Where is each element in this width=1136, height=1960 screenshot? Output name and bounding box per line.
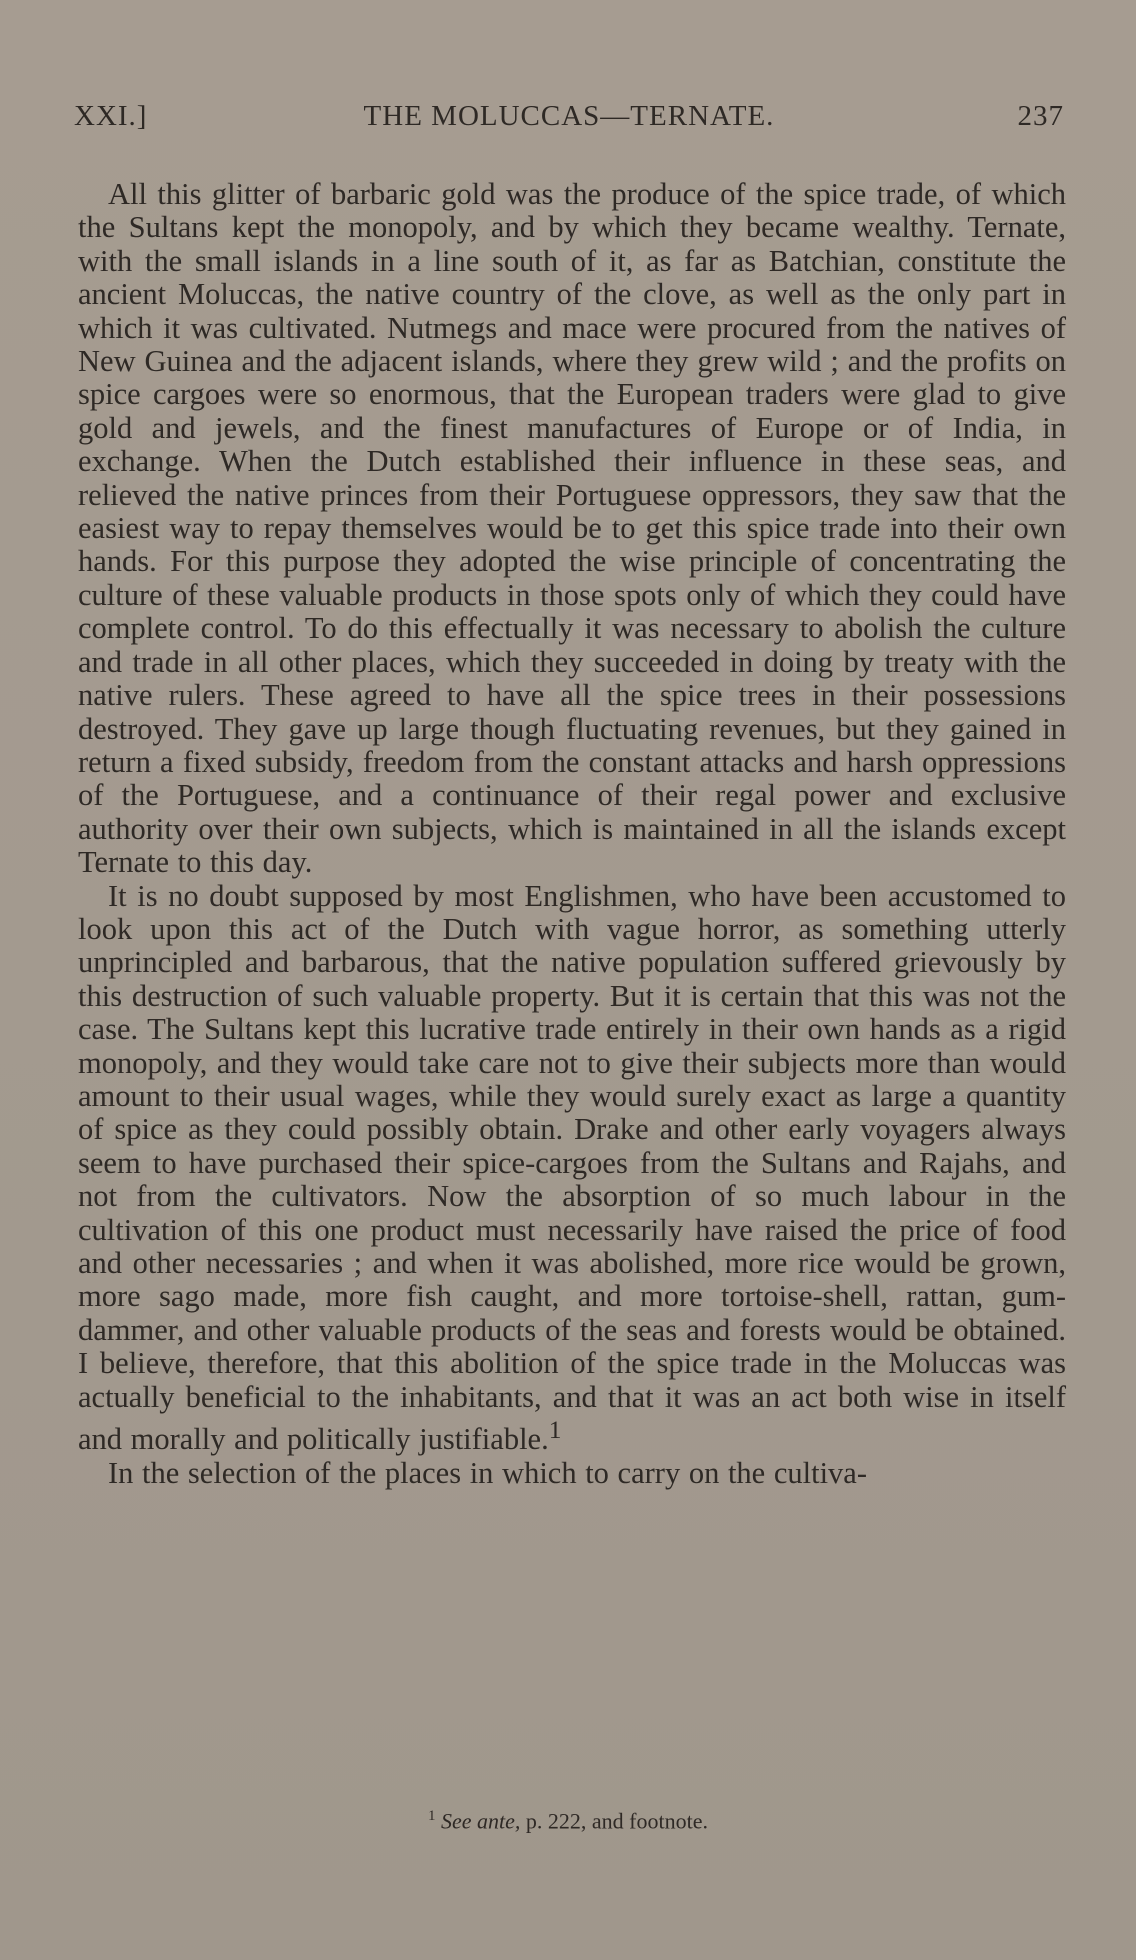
chapter-number: XXI.] <box>74 100 148 132</box>
footnote-reference: 1 <box>548 1416 562 1445</box>
body-text <box>78 178 1066 1490</box>
footnote-text: p. 222, and footnote. <box>520 1808 708 1834</box>
paragraph <box>78 880 1066 1457</box>
paragraph: In the selection of the places in which to carry on the cultiva- <box>108 1455 867 1490</box>
paragraph: All this glitter of barbaric gold was the produce of the spice trade, of which the Sultans kept the monopoly, and by which they became wealthy. Ternate, with the small islands in a line south of it, as far as Batchian, constitute the ancient Moluccas, the native country of the clove, as well as the only part in which it was cultivated. Nutmegs and mace were procured from the natives of New Guinea and the adjacent islands, where they grew wild ; and the profits on spice cargoes were so enormous, that the European traders were glad to give gold and jewels, and the finest manufactures of Europe or of India, in exchange. When the Dutch established their influence in these seas, and relieved the native princes from their Portuguese oppressors, they saw that the easiest way to repay themselves would be to get this spice trade into their own hands. For this purpose they adopted the wise principle of concentrating the culture of these valuable products in those spots only of which they could have complete control. To do this effectually it was necessary to abolish the culture and trade in all other places, which they succeeded in doing by treaty with the native rulers. These agreed to have all the spice trees in their possessions destroyed. They gave up large though fluctuating revenues, but they gained in return a fixed subsidy, freedom from the constant attacks and harsh oppressions of the Portuguese, and a continuance of their regal power and exclusive authority over their own subjects, which is maintained in all the islands except Ternate to this day. <box>78 177 1066 880</box>
running-header <box>74 100 1064 144</box>
page-number: 237 <box>1017 100 1064 132</box>
footnote-marker: 1 <box>428 1808 436 1824</box>
paragraph-text: It is no doubt supposed by most Englishmen, who have been accustomed to look upon this act of the Dutch with vague horror, as something utterly unprincipled and barbarous, that the native population suffered grievously by this destruction of such valuable property. But it is certain that this was not the case. The Sultans kept this lucrative trade entirely in their own hands as a rigid monopoly, and they would take care not to give their subjects more than would amount to their usual wages, while they would surely exact as large a quantity of spice as they could possibly obtain. Drake and other early voyagers always seem to have purchased their spice-cargoes from the Sultans and Rajahs, and not from the cultivators. Now the absorption of so much labour in the cultivation of this one product must necessarily have raised the price of food and other necessaries ; and when it was abolished, more rice would be grown, more sago made, more fish caught, and more tortoise-shell, rattan, gum-dammer, and other valuable products of the seas and forests would be obtained. I believe, therefore, that this abolition of the spice trade in the Moluccas was actually beneficial to the inhabitants, and that it was an act both wise in itself and morally and politically justifiable. <box>78 878 1066 1457</box>
footnote-italic: See ante, <box>441 1808 521 1834</box>
running-title: THE MOLUCCAS—TERNATE. <box>363 100 775 132</box>
footnote <box>0 1808 1136 1834</box>
